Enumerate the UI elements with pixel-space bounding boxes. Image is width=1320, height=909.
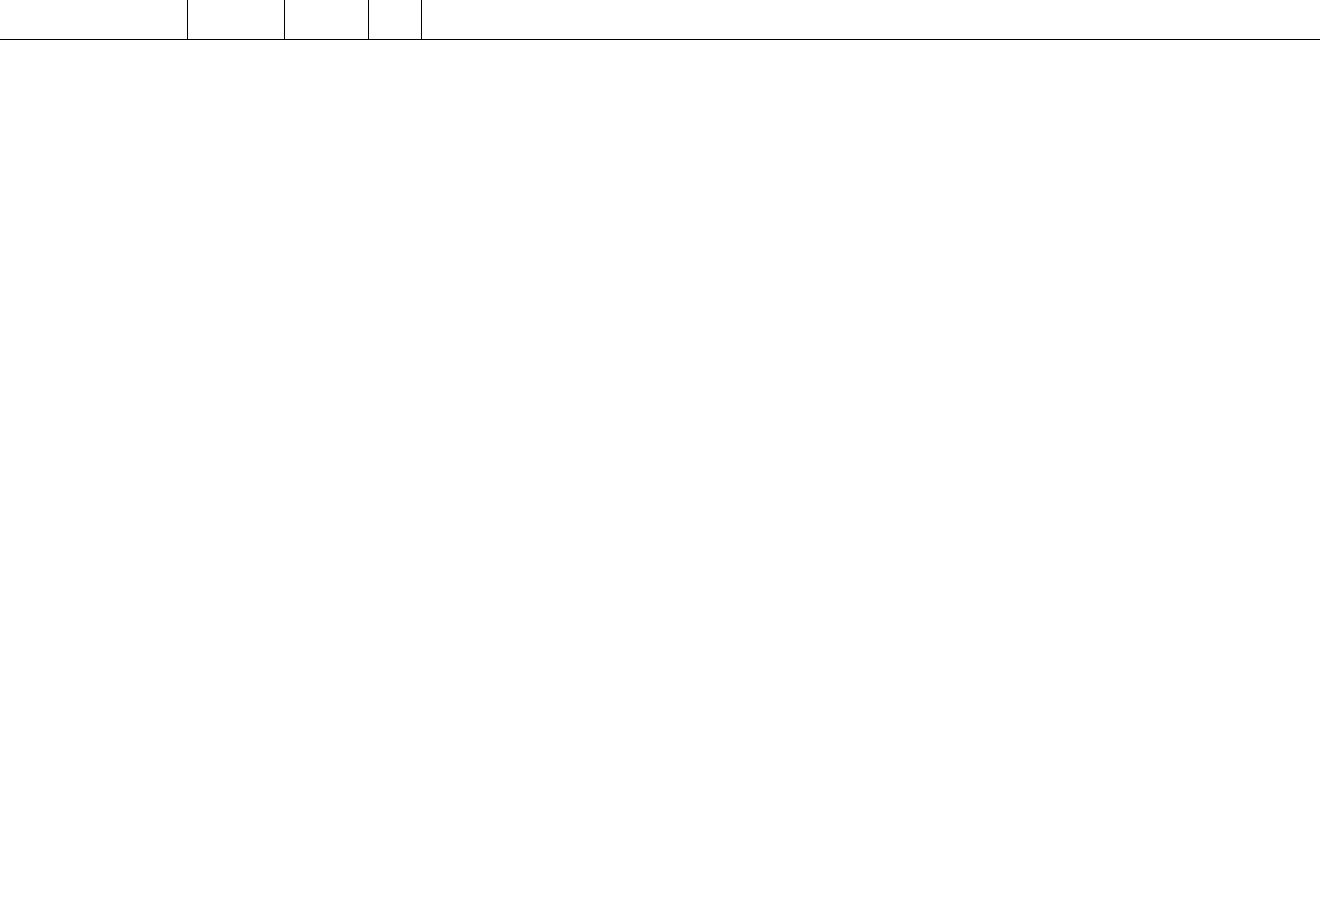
- header-boss-shield: [188, 0, 285, 39]
- header-combo: [0, 0, 188, 39]
- table-header: [0, 0, 1320, 40]
- header-time: [285, 0, 369, 39]
- header-note: [422, 0, 1320, 39]
- header-tier: [369, 0, 422, 39]
